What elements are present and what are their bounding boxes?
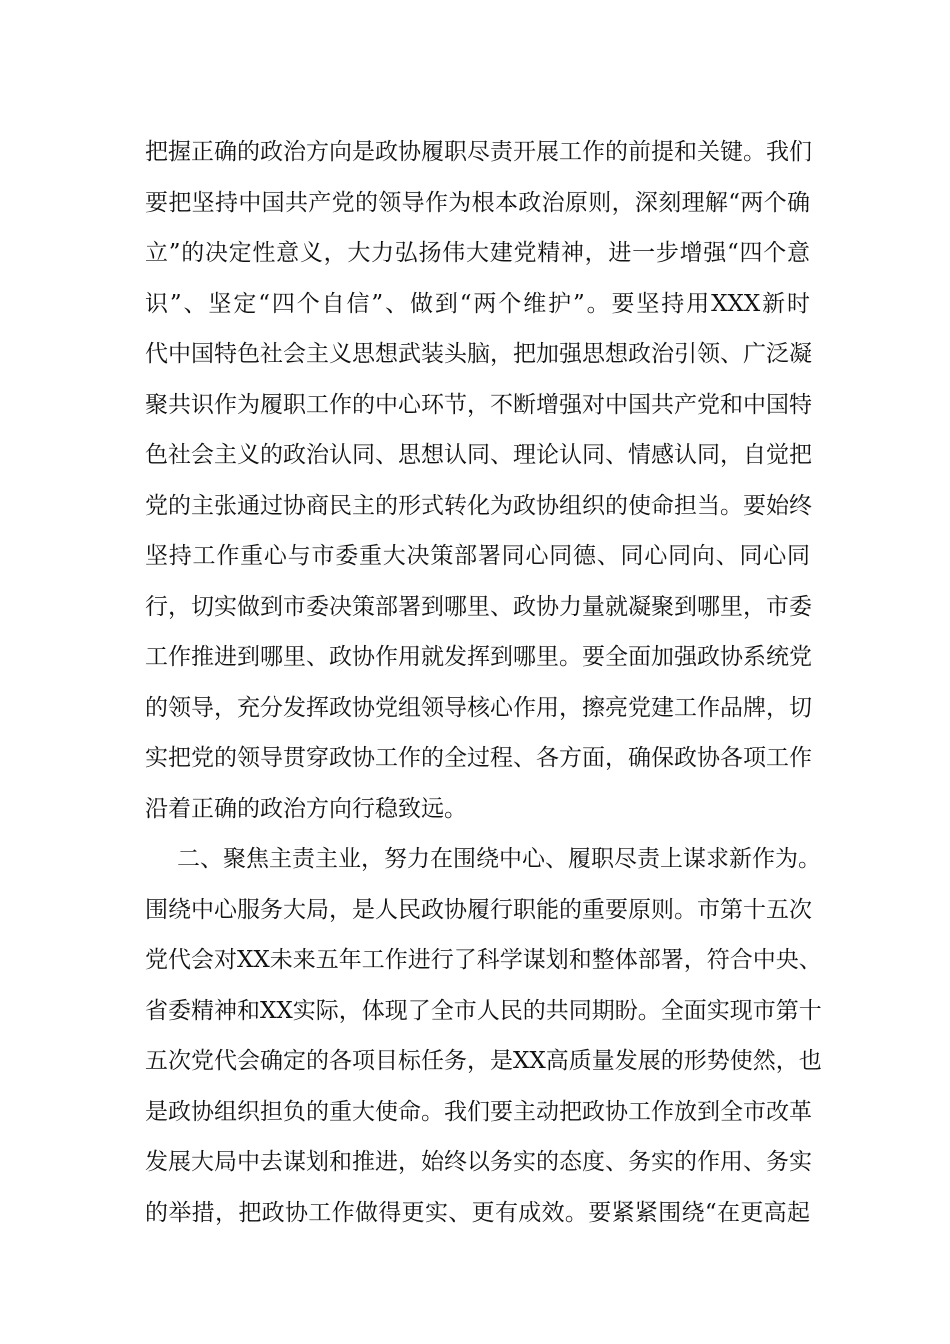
text-line: 行，切实做到市委决策部署到哪里、政协力量就凝聚到哪里，市委 [145, 593, 812, 620]
text-line: 五次党代会确定的各项目标任务，是XX高质量发展的形势使然，也 [145, 1048, 822, 1074]
text-line: 坚持工作重心与市委重大决策部署同心同德、同心同向、同心同 [145, 543, 810, 569]
text-line: 工作推进到哪里、政协作用就发挥到哪里。要全面加强政协系统党 [145, 644, 812, 670]
text-line: 围绕中心服务大局，是人民政协履行职能的重要原则。市第十五次 [145, 896, 812, 923]
text-line: 的领导，充分发挥政协党组领导核心作用，擦亮党建工作品牌，切 [145, 694, 812, 721]
section-heading: 二、聚焦主责主业，努力在围绕中心、履职尽责上谋求新作为。 [177, 846, 821, 872]
text-line: 党代会对XX未来五年工作进行了科学谋划和整体部署，符合中央、 [145, 947, 822, 973]
text-line: 把握正确的政治方向是政协履职尽责开展工作的前提和关键。我们 [145, 139, 812, 165]
text-line: 识”、坚定“四个自信”、做到“两个维护”。要坚持用XXX新时 [145, 290, 810, 317]
text-line: 省委精神和XX实际，体现了全市人民的共同期盼。全面实现市第十 [145, 997, 822, 1024]
body-text [145, 127, 822, 1238]
text-line: 要把坚持中国共产党的领导作为根本政治原则，深刻理解“两个确 [145, 189, 810, 216]
text-line: 的举措，把政协工作做得更实、更有成效。要紧紧围绕“在更高起 [145, 1199, 810, 1226]
text-line: 代中国特色社会主义思想武装头脑，把加强思想政治引领、广泛凝 [145, 341, 812, 367]
text-line: 聚共识作为履职工作的中心环节，不断增强对中国共产党和中国特 [145, 391, 812, 418]
text-line: 党的主张通过协商民主的形式转化为政协组织的使命担当。要始终 [145, 492, 812, 519]
text-line: 是政协组织担负的重大使命。我们要主动把政协工作放到全市改革 [145, 1098, 812, 1125]
text-line: 沿着正确的政治方向行稳致远。 [145, 795, 467, 822]
text-line: 色社会主义的政治认同、思想认同、理论认同、情感认同，自觉把 [145, 442, 812, 468]
text-line: 立”的决定性意义，大力弘扬伟大建党精神，进一步增强“四个意 [145, 240, 810, 266]
text-line: 实把党的领导贯穿政协工作的全过程、各方面，确保政协各项工作 [145, 745, 812, 771]
text-line: 发展大局中去谋划和推进，始终以务实的态度、务实的作用、务实 [145, 1149, 812, 1175]
